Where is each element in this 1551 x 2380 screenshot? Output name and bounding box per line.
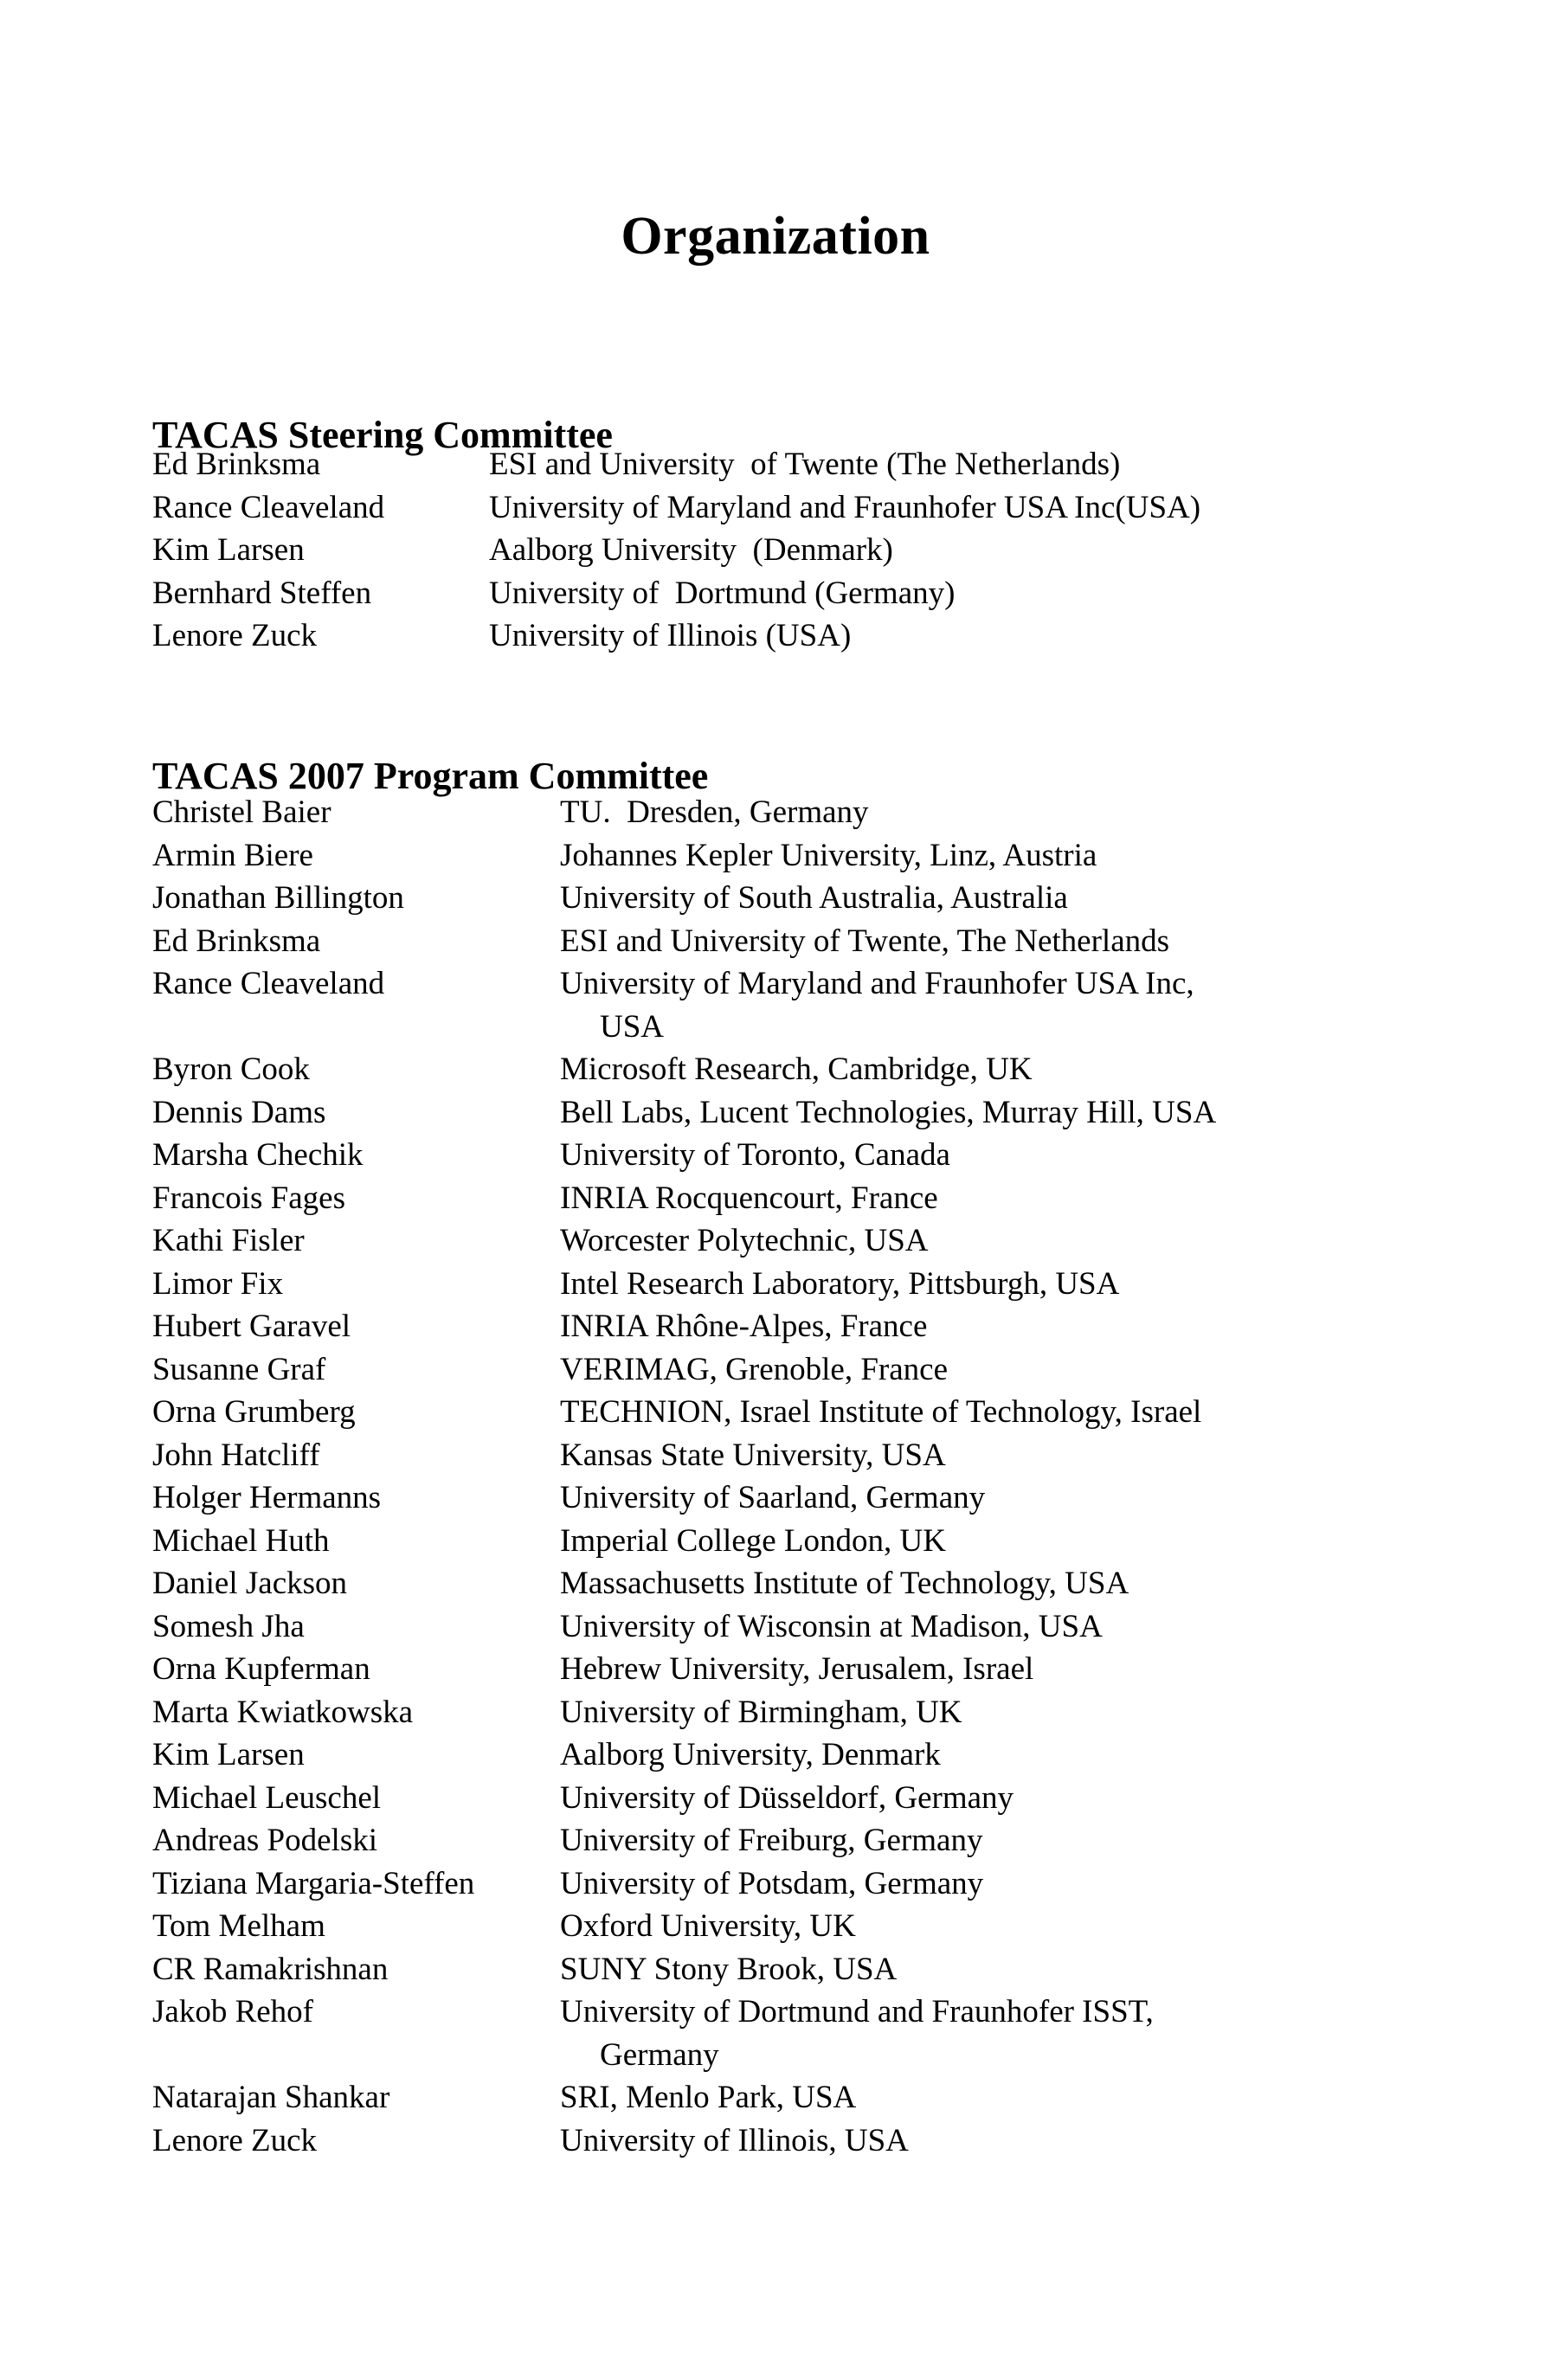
affiliation-line: Johannes Kepler University, Linz, Austria <box>560 837 1097 873</box>
member-name: Dennis Dams <box>152 1094 326 1130</box>
affiliation-line: University of Maryland and Fraunhofer USA Inc, <box>560 966 1194 1001</box>
member-affiliation <box>489 443 1120 486</box>
member-row <box>152 834 1216 878</box>
member-name: Lenore Zuck <box>152 618 318 653</box>
member-row <box>152 791 1216 834</box>
affiliation-line: University of Saarland, Germany <box>560 1480 986 1515</box>
member-row <box>152 1819 1216 1862</box>
affiliation-continuation-line: USA <box>600 1008 665 1045</box>
member-affiliation <box>560 1134 950 1177</box>
affiliation-line: University of Illinois (USA) <box>489 618 852 653</box>
member-name: Orna Kupferman <box>152 1651 370 1687</box>
member-affiliation <box>560 1219 929 1263</box>
affiliation-line: INRIA Rocquencourt, France <box>560 1180 938 1216</box>
affiliation-line: Bell Labs, Lucent Technologies, Murray Hill, USA <box>560 1094 1217 1130</box>
program-committee-heading: TACAS 2007 Program Committee <box>152 754 709 797</box>
member-row <box>152 2119 1216 2163</box>
member-name: Tom Melham <box>152 1908 325 1944</box>
member-affiliation <box>560 1862 983 1906</box>
member-name: Byron Cook <box>152 1052 310 1087</box>
member-row <box>152 1691 1216 1734</box>
affiliation-line: ESI and University of Twente (The Netherlands) <box>489 447 1121 482</box>
member-name: Kim Larsen <box>152 1737 305 1772</box>
member-name: Ed Brinksma <box>152 447 321 482</box>
member-name: Jonathan Billington <box>152 880 404 916</box>
member-row <box>152 1562 1216 1605</box>
member-row <box>152 1476 1216 1520</box>
affiliation-line: VERIMAG, Grenoble, France <box>560 1351 948 1387</box>
affiliation-line: University of Illinois, USA <box>560 2122 909 2158</box>
affiliation-line: Aalborg University (Denmark) <box>489 532 893 568</box>
affiliation-line: University of Wisconsin at Madison, USA <box>560 1608 1103 1644</box>
member-affiliation <box>489 529 893 572</box>
member-row <box>152 1348 1216 1392</box>
member-row <box>152 1862 1216 1906</box>
member-name: Marta Kwiatkowska <box>152 1694 414 1730</box>
member-affiliation <box>489 572 955 615</box>
affiliation-line: ESI and University of Twente, The Netherlands <box>560 923 1170 959</box>
member-row <box>152 1134 1216 1177</box>
affiliation-line: Oxford University, UK <box>560 1908 856 1944</box>
member-affiliation <box>560 920 1169 963</box>
member-row <box>152 1219 1216 1263</box>
affiliation-line: Kansas State University, USA <box>560 1437 946 1473</box>
member-name: Bernhard Steffen <box>152 575 372 611</box>
member-row <box>152 443 1200 486</box>
member-affiliation <box>489 614 851 658</box>
member-affiliation <box>560 1991 1154 2076</box>
member-affiliation <box>560 1391 1201 1434</box>
member-name: Somesh Jha <box>152 1608 305 1644</box>
affiliation-line: INRIA Rhône-Alpes, France <box>560 1309 928 1344</box>
member-row <box>152 1648 1216 1691</box>
member-name: Rance Cleaveland <box>152 489 385 525</box>
member-affiliation <box>560 1177 938 1220</box>
affiliation-line: TU. Dresden, Germany <box>560 794 869 830</box>
member-row <box>152 877 1216 920</box>
member-row <box>152 1948 1216 1991</box>
member-name: Hubert Garavel <box>152 1309 351 1344</box>
member-row <box>152 1605 1216 1649</box>
steering-committee-heading: TACAS Steering Committee <box>152 413 613 456</box>
program-committee-list <box>152 791 1216 2162</box>
member-name: Armin Biere <box>152 837 313 873</box>
affiliation-line: University of Maryland and Fraunhofer USA Inc(USA) <box>489 489 1201 525</box>
member-row <box>152 1048 1216 1091</box>
affiliation-line: Aalborg University, Denmark <box>560 1737 941 1772</box>
member-affiliation <box>560 1476 985 1520</box>
affiliation-line: SUNY Stony Brook, USA <box>560 1951 898 1987</box>
member-name: Natarajan Shankar <box>152 2080 390 2115</box>
affiliation-continuation-line: Germany <box>600 2036 719 2073</box>
member-affiliation <box>560 1263 1119 1306</box>
member-affiliation <box>560 1948 897 1991</box>
member-affiliation <box>560 791 869 834</box>
member-name: Jakob Rehof <box>152 1994 313 2029</box>
member-affiliation <box>560 1819 982 1862</box>
affiliation-line: Massachusetts Institute of Technology, USA <box>560 1566 1129 1601</box>
member-row <box>152 1177 1216 1220</box>
member-name: Andreas Podelski <box>152 1823 377 1858</box>
member-name: Orna Grumberg <box>152 1394 356 1430</box>
member-row <box>152 572 1200 615</box>
member-name: Rance Cleaveland <box>152 966 385 1001</box>
steering-committee-list <box>152 443 1200 658</box>
member-row <box>152 1091 1216 1135</box>
member-row <box>152 1391 1216 1434</box>
affiliation-line: University of Dortmund (Germany) <box>489 575 956 611</box>
member-affiliation <box>489 486 1200 530</box>
affiliation-line: University of Toronto, Canada <box>560 1137 950 1173</box>
affiliation-line: University of South Australia, Australia <box>560 880 1068 916</box>
member-row <box>152 529 1200 572</box>
member-name: Kim Larsen <box>152 532 305 568</box>
member-affiliation <box>560 962 1194 1048</box>
affiliation-line: Intel Research Laboratory, Pittsburgh, USA <box>560 1265 1120 1302</box>
member-row <box>152 1991 1216 2076</box>
affiliation-line: University of Dortmund and Fraunhofer ISST, <box>560 1994 1154 2029</box>
affiliation-line: SRI, Menlo Park, USA <box>560 2080 857 2115</box>
member-name: CR Ramakrishnan <box>152 1951 389 1987</box>
member-affiliation <box>560 1048 1033 1091</box>
member-row <box>152 1305 1216 1348</box>
member-row <box>152 1434 1216 1477</box>
member-name: John Hatcliff <box>152 1437 320 1473</box>
member-affiliation <box>560 1734 941 1777</box>
member-affiliation <box>560 1691 962 1734</box>
member-affiliation <box>560 2076 856 2119</box>
member-affiliation <box>560 1348 948 1392</box>
member-name: Limor Fix <box>152 1265 284 1302</box>
member-affiliation <box>560 2119 909 2163</box>
member-name: Kathi Fisler <box>152 1223 305 1258</box>
affiliation-line: University of Düsseldorf, Germany <box>560 1779 1014 1816</box>
member-name: Ed Brinksma <box>152 923 321 959</box>
member-row <box>152 2076 1216 2119</box>
member-affiliation <box>560 1091 1216 1135</box>
member-row <box>152 920 1216 963</box>
affiliation-line: Microsoft Research, Cambridge, UK <box>560 1052 1033 1087</box>
member-name: Daniel Jackson <box>152 1566 348 1601</box>
member-row <box>152 486 1200 530</box>
member-row <box>152 1263 1216 1306</box>
member-name: Marsha Chechik <box>152 1137 364 1173</box>
member-affiliation <box>560 1648 1033 1691</box>
affiliation-line: Hebrew University, Jerusalem, Israel <box>560 1651 1034 1687</box>
member-name: Susanne Graf <box>152 1351 326 1387</box>
member-affiliation <box>560 1434 946 1477</box>
member-row <box>152 614 1200 658</box>
member-name: Michael Huth <box>152 1522 330 1559</box>
member-name: Francois Fages <box>152 1180 345 1216</box>
member-row <box>152 962 1216 1048</box>
member-name: Tiziana Margaria-Steffen <box>152 1865 475 1901</box>
affiliation-line: University of Birmingham, UK <box>560 1694 962 1730</box>
member-affiliation <box>560 834 1097 878</box>
member-affiliation <box>560 877 1068 920</box>
member-row <box>152 1520 1216 1563</box>
member-affiliation <box>560 1305 927 1348</box>
member-row <box>152 1905 1216 1948</box>
affiliation-line: University of Potsdam, Germany <box>560 1865 984 1901</box>
member-affiliation <box>560 1562 1129 1605</box>
member-row <box>152 1777 1216 1820</box>
affiliation-line: Worcester Polytechnic, USA <box>560 1223 929 1258</box>
page-title: Organization <box>621 206 930 266</box>
member-name: Christel Baier <box>152 794 331 830</box>
member-affiliation <box>560 1605 1103 1649</box>
member-affiliation <box>560 1905 856 1948</box>
affiliation-line: TECHNION, Israel Institute of Technology, Israel <box>560 1394 1202 1430</box>
member-row <box>152 1734 1216 1777</box>
member-name: Lenore Zuck <box>152 2122 318 2158</box>
member-name: Michael Leuschel <box>152 1779 382 1816</box>
member-affiliation <box>560 1777 1014 1820</box>
member-affiliation <box>560 1520 946 1563</box>
affiliation-line: Imperial College London, UK <box>560 1522 946 1559</box>
affiliation-line: University of Freiburg, Germany <box>560 1823 983 1858</box>
member-name: Holger Hermanns <box>152 1480 382 1515</box>
